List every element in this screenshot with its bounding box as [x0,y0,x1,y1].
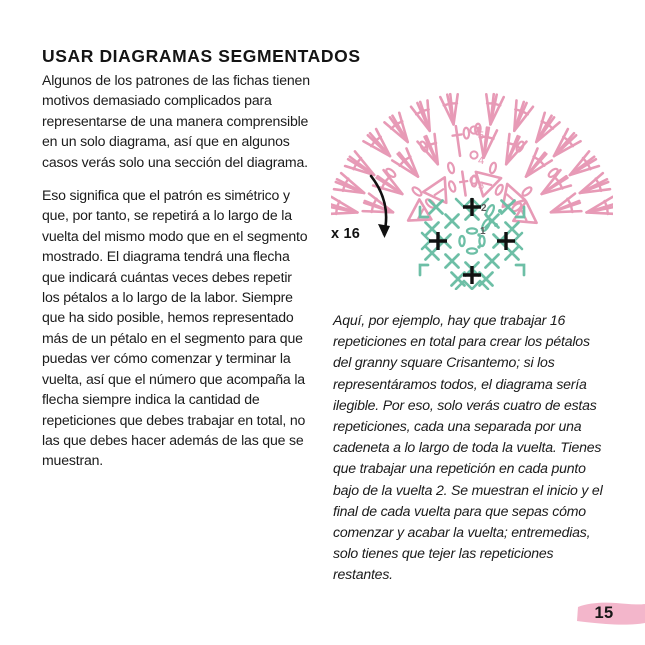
round-label-3: 3 [478,180,485,192]
right-column [331,58,613,583]
caption-text: Aquí, por ejemplo, hay que trabajar 16 repeticiones en total para crear los pétalos del granny square Crisantemo; si los representáramos todos, el diagrama sería ilegible. Por eso, solo verás cuatro de estas repeticiones, cada una separada por una cadeneta a lo largo de toda la vuelta. Tienes que trabajar una repetición en cada punto bajo de la vuelta 2. Se muestran el inicio y el final de cada vuelta para que sepas cómo comenzar y acabar la vuelta; entremedias, solo tienes que tejer las repeticiones restantes. [333,312,603,583]
page-number-band [576,600,645,627]
crochet-chart-svg [331,58,613,290]
page-title: USAR DIAGRAMAS SEGMENTADOS [42,45,361,66]
round-label-1: 1 [480,226,486,237]
round-label-4: 4 [478,155,485,167]
round-label-2: 2 [481,203,487,214]
body-paragraph-2: Eso significa que el patrón es simétrico y que, por tanto, se repetirá a lo largo de la vuelta del mismo modo que en el segmento mostrado. El diagrama tendrá una flecha que indicará cuántas veces debes repetir los pétalos a lo largo de la labor. Siempre que ha sido posible, hemos representado más de un pétalo en el segmento para que puedas ver cómo comenzar y terminar la vuelta, así que el número que acompaña la flecha siempre indica la cantidad de repeticiones que debes trabajar en total, no las que debes hacer además de las que se muestran. [42,187,308,469]
page-number: 15 [594,604,614,622]
body-paragraph-1: Algunos de los patrones de las fichas tienen motivos demasiado complicados para representarse de una manera comprensible en un solo diagrama, así que en algunos casos verás solo una sección del diagrama. [42,72,310,170]
left-text-column [42,70,310,471]
crochet-diagram [331,58,613,290]
figure-caption [333,310,611,586]
repeat-count-label: x 16 [331,226,361,242]
round-label-5: 5 [478,130,485,142]
black-cross-symbols [429,198,515,284]
